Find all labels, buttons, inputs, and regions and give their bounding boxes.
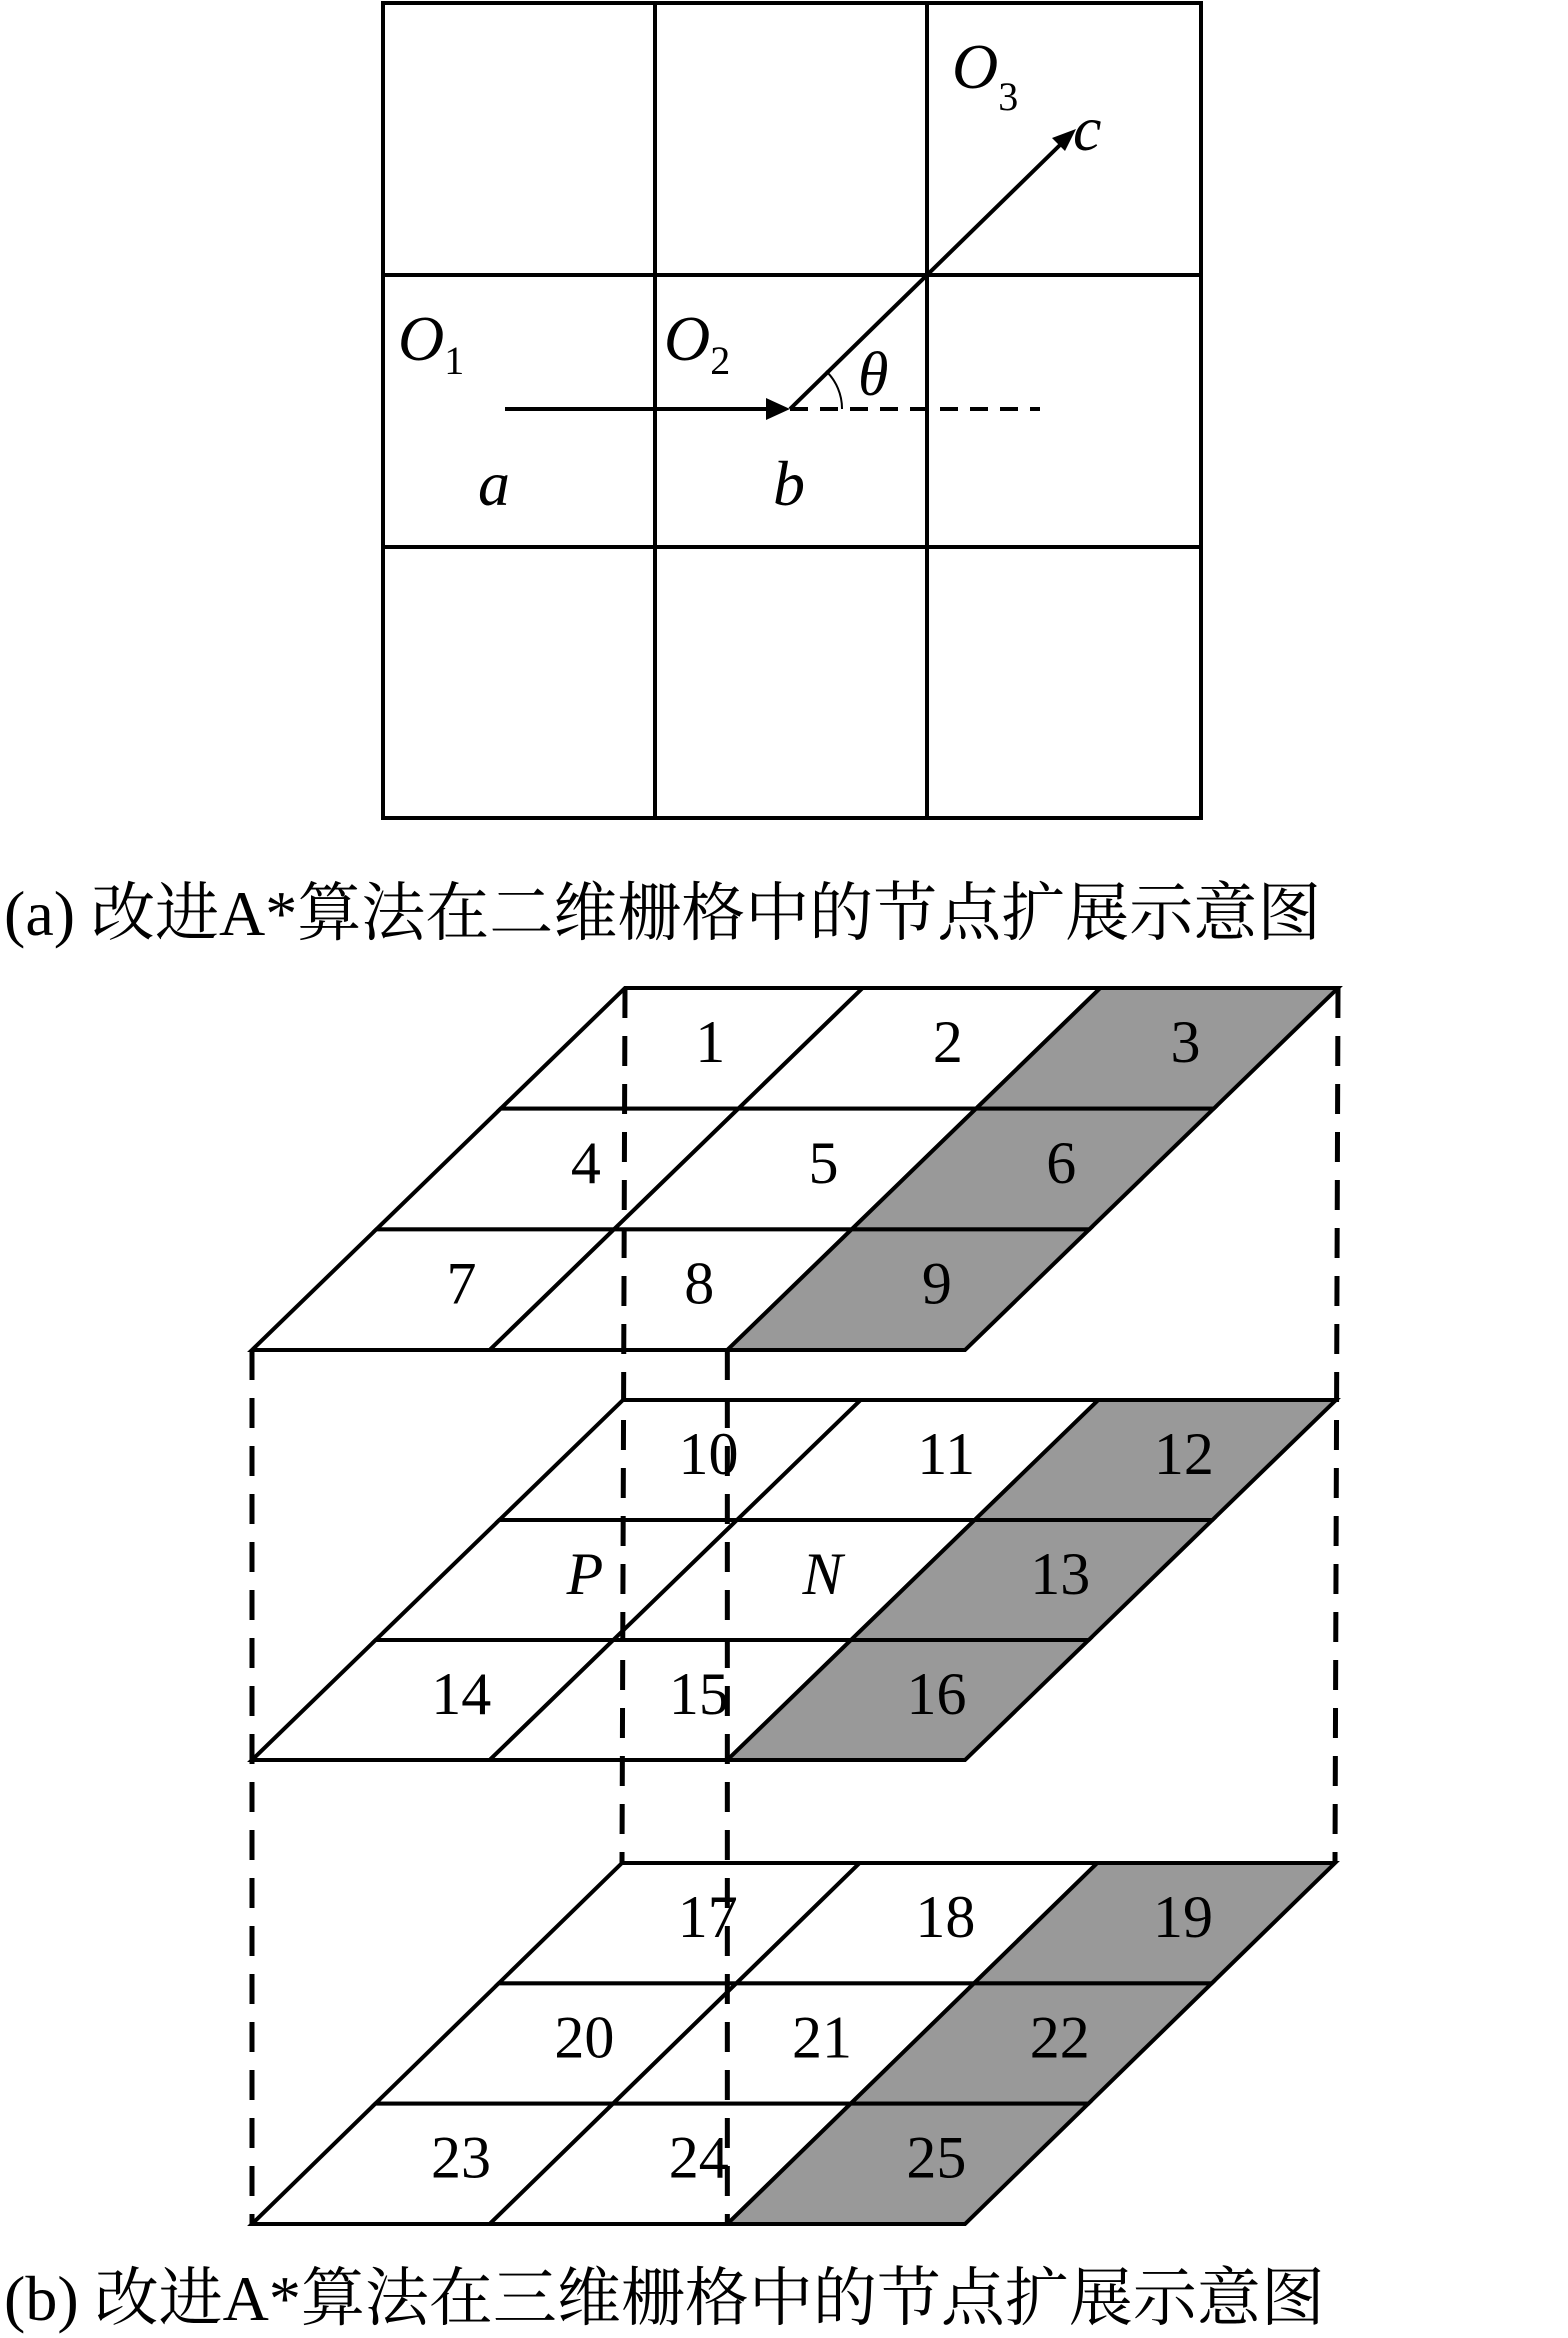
label-b: b	[773, 448, 805, 519]
cell-label-bottom-3: 19	[1153, 1883, 1213, 1950]
cell-label-top-3: 3	[1170, 1009, 1201, 1076]
cell-label-bottom-1: 17	[677, 1883, 738, 1950]
vertical-edge-back-right	[1335, 988, 1338, 1863]
cell-label-top-2: 2	[932, 1009, 963, 1076]
cell-label-top-1: 1	[695, 1009, 726, 1076]
cell-label-top-8: 8	[684, 1250, 715, 1317]
label-a: a	[478, 448, 510, 519]
cell-label-middle-7: 14	[431, 1660, 492, 1727]
label-o3: $O_3$	[952, 31, 1019, 119]
cell-label-top-7: 7	[446, 1250, 477, 1317]
label-c: c	[1073, 93, 1102, 164]
panel-b-3d-grid	[252, 988, 1338, 2224]
cell-label-bottom-2: 18	[915, 1883, 976, 1950]
theta-arc	[826, 371, 842, 409]
cell-label-middle-4: P	[566, 1540, 604, 1607]
cell-label-middle-5: N	[802, 1540, 843, 1607]
cell-label-bottom-7: 23	[431, 2124, 491, 2191]
label-theta: θ	[858, 341, 889, 409]
cell-label-middle-8: 15	[668, 1660, 729, 1727]
cell-label-top-9: 9	[921, 1250, 952, 1317]
cell-label-middle-9: 16	[906, 1660, 967, 1727]
cell-label-bottom-6: 22	[1029, 2004, 1090, 2071]
cell-label-middle-6: 13	[1030, 1540, 1091, 1607]
cell-label-bottom-9: 25	[906, 2124, 967, 2191]
arrow-head-b	[766, 398, 790, 420]
cell-label-middle-2: 11	[917, 1420, 976, 1487]
cell-label-top-4: 4	[570, 1129, 601, 1196]
caption-a: (a) 改进A*算法在二维栅格中的节点扩展示意图	[4, 878, 1322, 949]
panel-a-2d-grid	[383, 3, 1201, 818]
cell-label-middle-1: 10	[678, 1420, 739, 1487]
cell-label-bottom-8: 24	[668, 2124, 729, 2191]
cell-label-bottom-4: 20	[554, 2004, 615, 2071]
label-o2: $O_2$	[664, 303, 731, 383]
caption-b: (b) 改进A*算法在三维栅格中的节点扩展示意图	[4, 2263, 1325, 2334]
label-o1: $O_1$	[398, 303, 465, 383]
cell-label-middle-3: 12	[1153, 1420, 1214, 1487]
cell-label-top-6: 6	[1046, 1129, 1077, 1196]
cell-label-top-5: 5	[808, 1129, 839, 1196]
cell-label-bottom-5: 21	[792, 2004, 852, 2071]
